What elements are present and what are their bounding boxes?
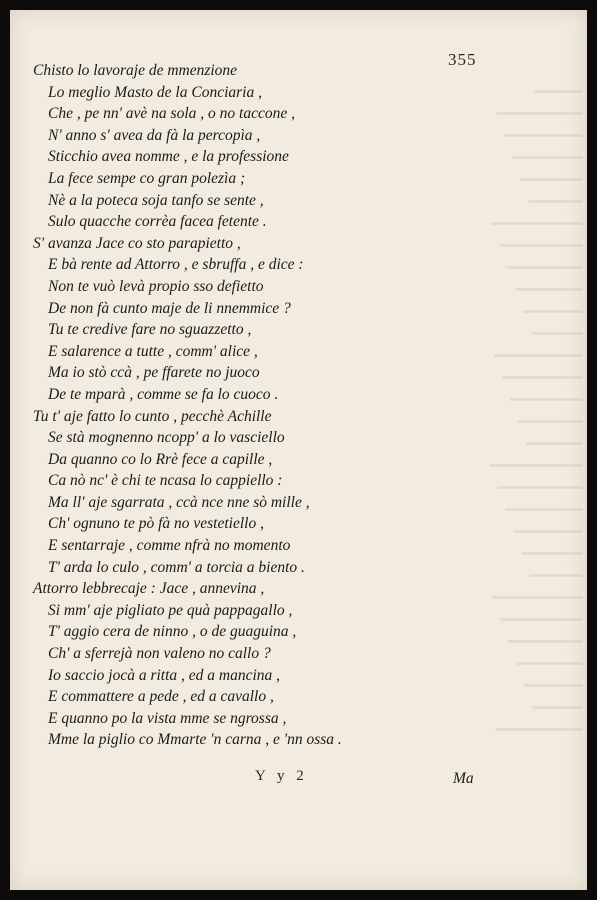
verse-line: Si mm' aje pigliato pe quà pappagallo , <box>48 601 293 619</box>
verse-line: N' anno s' avea da fà la percopìa , <box>48 126 261 144</box>
verse-line: E salarence a tutte , comm' alice , <box>48 342 258 360</box>
verse-line: Sulo quacche corrèa facea fetente . <box>48 213 267 231</box>
verse-line: Tu te credive fare no sguazzetto , <box>48 321 252 339</box>
verse-line: Io saccio jocà a ritta , ed a mancina , <box>48 666 281 684</box>
verse-line: Tu t' aje fatto lo cunto , pecchè Achille <box>33 407 272 425</box>
verse-line: E commattere a pede , ed a cavallo , <box>48 688 274 706</box>
verse-line: Mme la piglio co Mmarte 'n carna , e 'nn ossa . <box>48 731 342 749</box>
verse-line: Ch' ognuno te pò fà no vestetiello , <box>48 515 264 533</box>
verse-block <box>10 60 587 751</box>
catchword: Ma <box>453 770 474 787</box>
verse-line: Che , pe nn' avè na sola , o no taccone , <box>48 105 295 123</box>
verse-line: La fece sempe co gran polezìa ; <box>48 169 246 187</box>
verse-line: Ch' a sferrejà non valeno no callo ? <box>48 645 271 663</box>
verse-line: Ca nò nc' è chi te ncasa lo cappiello : <box>48 472 283 490</box>
verse-line: De non fà cunto maje de li nnemmice ? <box>48 299 291 317</box>
signature-mark: Y y 2 <box>255 768 308 784</box>
verse-line: Ma io stò ccà , pe ffarete no juoco <box>48 364 260 382</box>
book-page <box>10 10 587 890</box>
verse-line: Nè a la poteca soja tanfo se sente , <box>48 191 264 209</box>
verse-line: Lo meglio Masto de la Conciaria , <box>48 83 262 101</box>
verse-line: Ma ll' aje sgarrata , ccà nce nne sò mille , <box>48 493 310 511</box>
verse-line: Se stà mognenno ncopp' a lo vasciello <box>48 429 285 447</box>
verse-line: E bà rente ad Attorro , e sbruffa , e dice : <box>48 256 304 274</box>
verse-line: Sticchio avea nomme , e la professione <box>48 148 289 166</box>
verse-line: T' arda lo culo , comm' a torcia a biento . <box>48 558 305 576</box>
verse-line: De te mparà , comme se fa lo cuoco . <box>48 385 279 403</box>
verse-line: Da quanno co lo Rrè fece a capille , <box>48 450 273 468</box>
verse-line: E quanno po la vista mme se ngrossa , <box>48 709 287 727</box>
verse-line: E sentarraje , comme nfrà no momento <box>48 537 291 555</box>
verse-line: T' aggio cera de ninno , o de guaguina , <box>48 623 297 641</box>
verse-line: S' avanza Jace co sto parapietto , <box>33 234 241 252</box>
page-number: 355 <box>448 50 477 69</box>
verse-line: Attorro lebbrecaje : Jace , annevina , <box>33 580 265 598</box>
verse-line: Non te vuò levà propio sso defietto <box>48 277 264 295</box>
verse-line: Chisto lo lavoraje de mmenzione <box>33 62 238 79</box>
